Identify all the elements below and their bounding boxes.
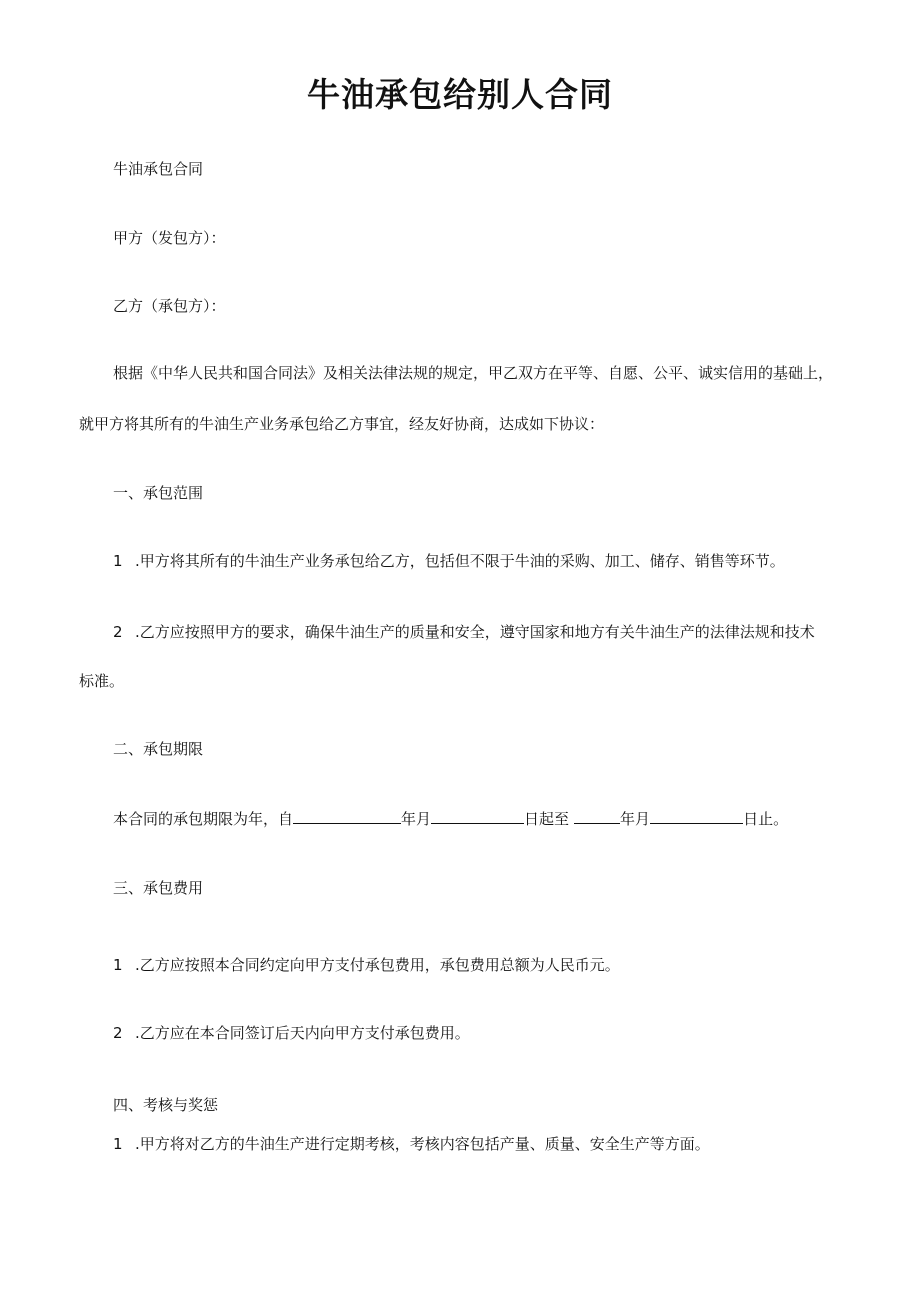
blank-end-day[interactable] [650, 808, 743, 824]
clause-text: .乙方应按照本合同约定向甲方支付承包费用，承包费用总额为人民币元。 [135, 956, 620, 974]
blank-start-day[interactable] [431, 808, 524, 824]
clause-text: .甲方将其所有的牛油生产业务承包给乙方，包括但不限于牛油的采购、加工、储存、销售等环节。 [135, 552, 785, 570]
term-clause [113, 808, 788, 830]
section-heading: 三、承包费用 [113, 879, 204, 897]
blank-end-year[interactable] [574, 808, 620, 824]
preamble-line-1: 根据《中华人民共和国合同法》及相关法律法规的规定，甲乙双方在平等、自愿、公平、诚实信用的基础上， [113, 364, 834, 382]
term-text: 日止。 [743, 810, 789, 828]
clause-item [113, 954, 620, 976]
clause-item [113, 1133, 710, 1155]
party-b-line: 乙方（承包方）： [113, 297, 226, 315]
section-heading: 一、承包范围 [113, 484, 204, 502]
term-text: 年月 [620, 810, 651, 828]
clause-text: .甲方将对乙方的牛油生产进行定期考核，考核内容包括产量、质量、安全生产等方面。 [135, 1135, 710, 1153]
blank-start-year[interactable] [293, 808, 401, 824]
contract-subtitle: 牛油承包合同 [113, 160, 204, 178]
clause-text: .乙方应按照甲方的要求，确保牛油生产的质量和安全，遵守国家和地方有关牛油生产的法律法规和技术 [135, 623, 815, 641]
section-heading: 二、承包期限 [113, 740, 204, 758]
clause-item [113, 621, 815, 643]
clause-text: .乙方应在本合同签订后天内向甲方支付承包费用。 [135, 1024, 470, 1042]
term-text: 本合同的承包期限为年，自 [113, 810, 294, 828]
term-text: 日起至 [524, 810, 570, 828]
clause-number: 2 [113, 1024, 123, 1042]
party-a-line: 甲方（发包方）： [113, 229, 226, 247]
document-title: 牛油承包给别人合同 [307, 75, 613, 114]
clause-text-continuation: 标准。 [79, 672, 125, 690]
clause-number: 2 [113, 623, 123, 641]
clause-item [113, 1022, 470, 1044]
preamble-line-2: 就甲方将其所有的牛油生产业务承包给乙方事宜，经友好协商，达成如下协议： [79, 415, 605, 433]
section-heading: 四、考核与奖惩 [113, 1096, 219, 1114]
clause-number: 1 [113, 1135, 123, 1153]
clause-number: 1 [113, 552, 123, 570]
clause-item [113, 550, 785, 572]
clause-number: 1 [113, 956, 123, 974]
term-text: 年月 [401, 810, 432, 828]
